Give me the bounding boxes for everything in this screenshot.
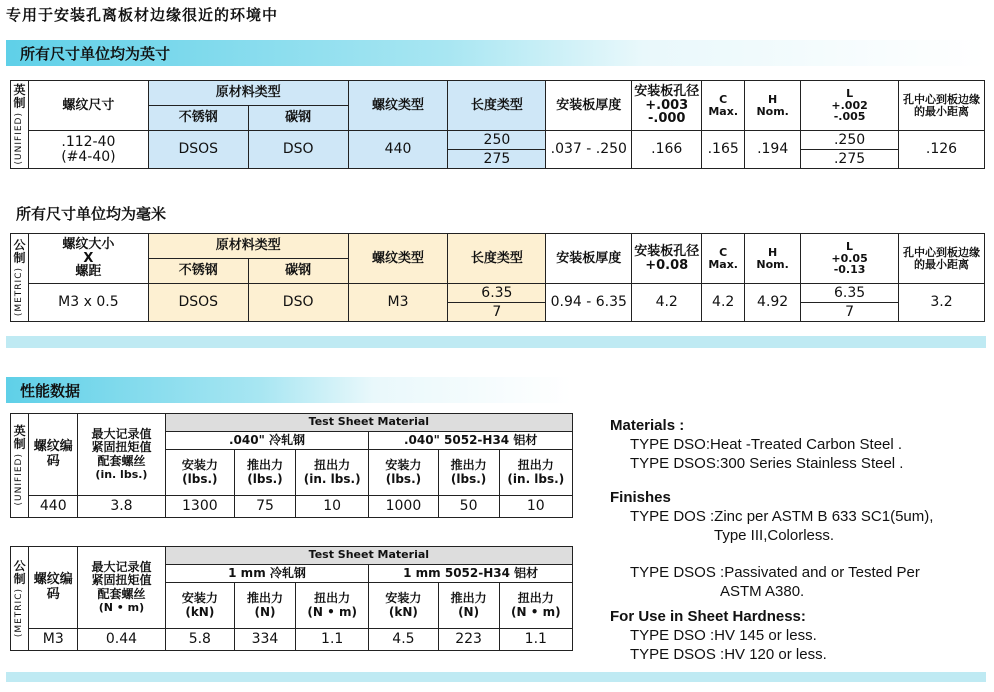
header-c: C Max. <box>702 81 745 131</box>
mm-section-title: 所有尺寸单位均为毫米 <box>16 205 167 223</box>
cell-length-a: 250 <box>448 131 546 150</box>
cell-thread-size: M3 x 0.5 <box>28 284 148 322</box>
cell-code: 440 <box>29 496 78 518</box>
header-carbon: 碳钢 <box>248 106 348 131</box>
cell-length-b: 7 <box>448 303 546 322</box>
cell-steel-push: 75 <box>234 496 295 518</box>
header-thread-code: 螺纹类型 <box>348 234 448 284</box>
unified-system-label: 英制 (UNIFIED) <box>11 81 29 169</box>
cell-alu-push: 223 <box>438 629 499 651</box>
header-install: 安装力 (kN) <box>165 583 234 629</box>
cell-steel-push: 334 <box>234 629 295 651</box>
cell-carbon: DSO <box>248 131 348 169</box>
finishes-heading: Finishes <box>610 489 671 506</box>
finishes-line: TYPE DOS :Zinc per ASTM B 633 SC1(5um), <box>630 508 934 525</box>
header-length-code: 长度类型 <box>448 234 546 284</box>
header-h: H Nom. <box>745 234 801 284</box>
finishes-line: TYPE DSOS :Passivated and or Tested Per <box>630 564 920 581</box>
notes-panel <box>610 416 933 664</box>
header-mat-steel: .040" 冷轧钢 <box>165 432 369 450</box>
header-max-torque: 最大记录值 紧固扭矩值 配套螺丝 (N • m) <box>78 547 166 629</box>
cell-alu-push: 50 <box>438 496 499 518</box>
header-mat-aluminum: .040" 5052-H34 铝材 <box>369 432 573 450</box>
header-thread-size: 螺纹尺寸 <box>28 81 148 131</box>
materials-line: TYPE DSOS:300 Series Stainless Steel . <box>630 455 904 472</box>
metric-dimensions-table <box>10 233 985 322</box>
header-carbon: 碳钢 <box>248 259 348 284</box>
cell-thread-code: 440 <box>348 131 448 169</box>
metric-performance-table <box>10 546 573 651</box>
cell-h: .194 <box>745 131 801 169</box>
cell-steel-install: 5.8 <box>165 629 234 651</box>
cell-steel-install: 1300 <box>165 496 234 518</box>
cell-sheet: 0.94 - 6.35 <box>546 284 632 322</box>
performance-section-title: 性能数据 <box>20 382 81 400</box>
cell-c: .165 <box>702 131 745 169</box>
header-torqueout: 扭出力 (in. lbs.) <box>499 450 572 496</box>
header-edge-distance: 孔中心到板边缘的最小距离 <box>899 81 985 131</box>
header-mat-aluminum: 1 mm 5052-H34 铝材 <box>369 565 573 583</box>
header-edge-distance: 孔中心到板边缘的最小距离 <box>899 234 985 284</box>
header-torqueout: 扭出力 (N • m) <box>296 583 369 629</box>
cell-torque: 3.8 <box>78 496 166 518</box>
cell-stainless: DSOS <box>148 284 248 322</box>
cell-steel-torque: 1.1 <box>296 629 369 651</box>
cell-edge: .126 <box>899 131 985 169</box>
cell-torque: 0.44 <box>78 629 166 651</box>
header-l: L +.002 -.005 <box>801 81 899 131</box>
hardness-heading: For Use in Sheet Hardness: <box>610 608 806 625</box>
materials-heading: Materials : <box>610 417 685 434</box>
cell-carbon: DSO <box>248 284 348 322</box>
cell-alu-install: 1000 <box>369 496 438 518</box>
header-test-sheet: Test Sheet Material <box>165 547 572 565</box>
materials-line: TYPE DSO:Heat -Treated Carbon Steel . <box>630 436 903 453</box>
inch-section-band <box>6 40 986 66</box>
cell-steel-torque: 10 <box>296 496 369 518</box>
unified-perf-system-label: 英制 (UNIFIED) <box>11 414 29 518</box>
header-stainless: 不锈钢 <box>148 106 248 131</box>
header-sheet-thickness: 安装板厚度 <box>546 234 632 284</box>
header-pushout: 推出力 (lbs.) <box>438 450 499 496</box>
header-material-type: 原材料类型 <box>148 234 348 259</box>
inch-section-title: 所有尺寸单位均为英寸 <box>20 45 171 63</box>
header-material-type: 原材料类型 <box>148 81 348 106</box>
unified-performance-table <box>10 413 573 518</box>
page-title: 专用于安装孔离板材边缘很近的环境中 <box>6 6 279 24</box>
header-pushout: 推出力 (N) <box>438 583 499 629</box>
header-thread-size: 螺纹大小 X 螺距 <box>28 234 148 284</box>
header-hole-size: 安装板孔径 +0.08 <box>632 234 702 284</box>
cell-l-a: .250 <box>801 131 899 150</box>
header-torqueout: 扭出力 (N • m) <box>499 583 572 629</box>
header-sheet-thickness: 安装板厚度 <box>546 81 632 131</box>
cell-hole: 4.2 <box>632 284 702 322</box>
cell-thread-code: M3 <box>348 284 448 322</box>
cell-length-b: 275 <box>448 150 546 169</box>
header-max-torque: 最大记录值 紧固扭矩值 配套螺丝 (in. lbs.) <box>78 414 166 496</box>
header-mat-steel: 1 mm 冷轧钢 <box>165 565 369 583</box>
cell-alu-install: 4.5 <box>369 629 438 651</box>
hardness-line: TYPE DSOS :HV 120 or less. <box>630 646 827 663</box>
header-install: 安装力 (lbs.) <box>369 450 438 496</box>
header-thread-code: 螺纹编码 <box>29 547 78 629</box>
header-torqueout: 扭出力 (in. lbs.) <box>296 450 369 496</box>
footer-divider <box>6 672 986 682</box>
cell-c: 4.2 <box>702 284 745 322</box>
unified-dimensions-table <box>10 80 985 169</box>
finishes-line: Type III,Colorless. <box>714 527 835 544</box>
cell-alu-torque: 10 <box>499 496 572 518</box>
header-c: C Max. <box>702 234 745 284</box>
cell-l-b: .275 <box>801 150 899 169</box>
cell-l-b: 7 <box>801 303 899 322</box>
cell-edge: 3.2 <box>899 284 985 322</box>
header-pushout: 推出力 (N) <box>234 583 295 629</box>
section-divider <box>6 336 986 348</box>
cell-thread-size: .112-40 (#4-40) <box>28 131 148 169</box>
header-length-code: 长度类型 <box>448 81 546 131</box>
cell-l-a: 6.35 <box>801 284 899 303</box>
header-h: H Nom. <box>745 81 801 131</box>
cell-sheet: .037 - .250 <box>546 131 632 169</box>
cell-h: 4.92 <box>745 284 801 322</box>
cell-code: M3 <box>29 629 78 651</box>
metric-system-label: 公制 (METRIC) <box>11 234 29 322</box>
finishes-line: ASTM A380. <box>720 583 805 600</box>
metric-perf-system-label: 公制 (METRIC) <box>11 547 29 651</box>
header-stainless: 不锈钢 <box>148 259 248 284</box>
cell-hole: .166 <box>632 131 702 169</box>
hardness-line: TYPE DSO :HV 145 or less. <box>630 627 817 644</box>
header-l: L +0.05 -0.13 <box>801 234 899 284</box>
header-install: 安装力 (lbs.) <box>165 450 234 496</box>
performance-section-band <box>6 377 572 403</box>
header-hole-size: 安装板孔径 +.003 -.000 <box>632 81 702 131</box>
cell-stainless: DSOS <box>148 131 248 169</box>
header-thread-code: 螺纹类型 <box>348 81 448 131</box>
cell-alu-torque: 1.1 <box>499 629 572 651</box>
header-install: 安装力 (kN) <box>369 583 438 629</box>
header-pushout: 推出力 (lbs.) <box>234 450 295 496</box>
cell-length-a: 6.35 <box>448 284 546 303</box>
header-thread-code: 螺纹编码 <box>29 414 78 496</box>
header-test-sheet: Test Sheet Material <box>165 414 572 432</box>
